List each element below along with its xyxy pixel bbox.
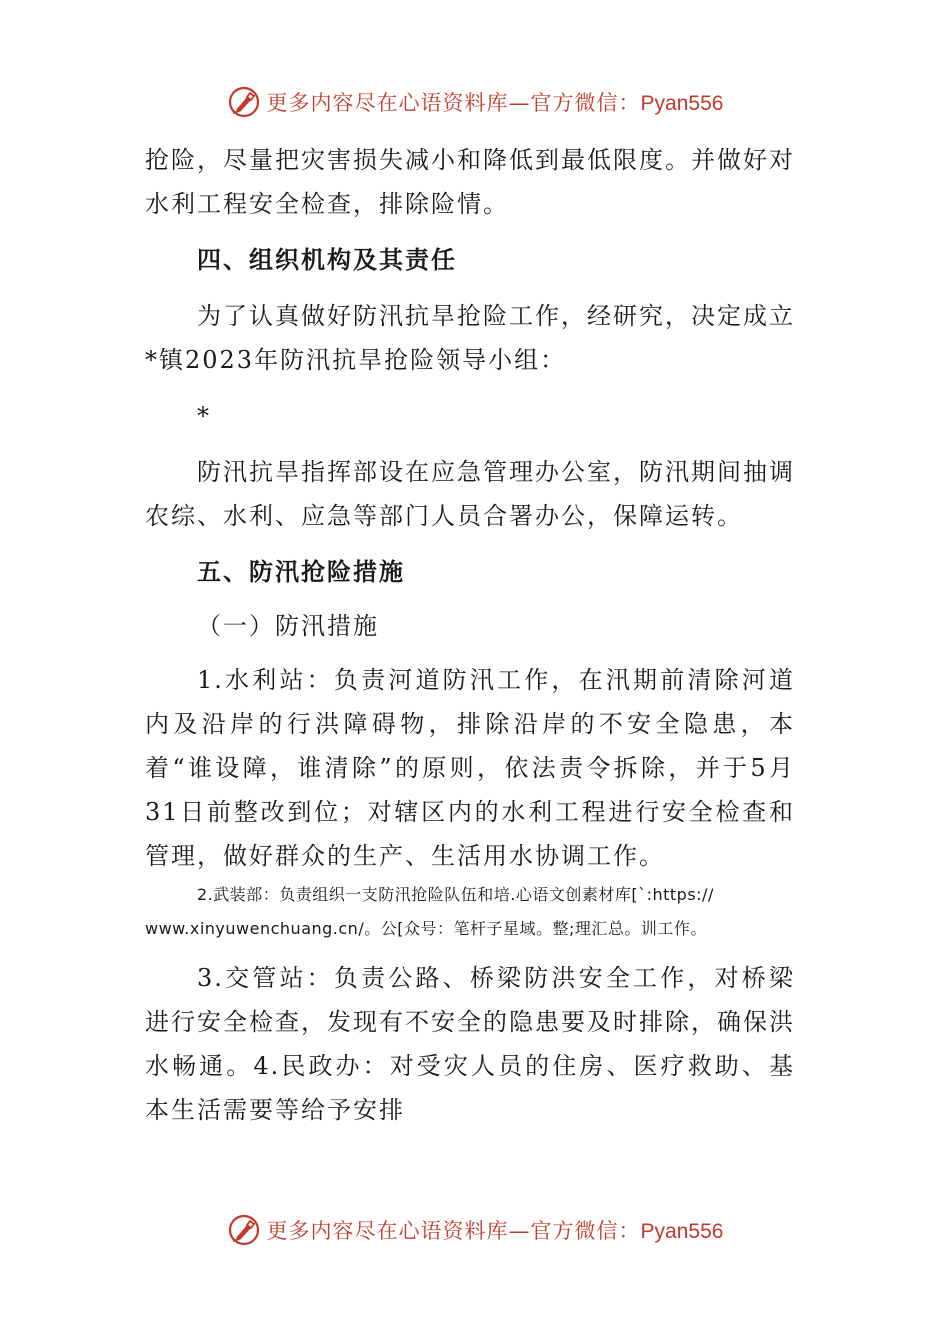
paragraph: 防汛抗旱指挥部设在应急管理办公室，防汛期间抽调农综、水利、应急等部门人员合署办公，保障运转。	[145, 458, 795, 530]
small-paragraph-cont: www.xinyuwenchuang.cn/。公[众号：笔杆子星域。整;理汇总。训工作。	[145, 919, 707, 938]
banner-wechat-id: Pyan556	[640, 1220, 724, 1243]
small-paragraph: 2.武装部：负责组织一支防汛抢险队伍和培.心语文创素材库[`:https://	[197, 885, 714, 904]
header-banner	[0, 82, 950, 122]
section-heading-4: 四、组织机构及其责任	[197, 246, 457, 274]
banner-label: 更多内容尽在心语资料库—官方微信：	[266, 91, 641, 115]
subheading: （一）防汛措施	[197, 612, 379, 640]
document-body	[145, 138, 795, 1132]
pen-nib-logo-icon	[227, 1213, 261, 1247]
paragraph: *	[197, 402, 211, 430]
paragraph: 1.水利站：负责河道防汛工作，在汛期前清除河道内及沿岸的行洪障碍物，排除沿岸的不安全隐患，本着“谁设障，谁清除”的原则，依法责令拆除，并于5月31日前整改到位；对辖区内的水利工程进行安全检查和管理，做好群众的生产、生活用水协调工作。	[145, 666, 795, 870]
paragraph: 抢险，尽量把灾害损失减小和降低到最低限度。并做好对水利工程安全检查，排除险情。	[145, 146, 795, 218]
banner-label: 更多内容尽在心语资料库—官方微信：	[266, 1219, 641, 1243]
footer-banner	[0, 1210, 950, 1250]
section-heading-5: 五、防汛抢险措施	[197, 558, 405, 586]
pen-nib-logo-icon	[227, 85, 261, 119]
banner-text	[267, 87, 724, 117]
paragraph: 为了认真做好防汛抗旱抢险工作，经研究，决定成立*镇2023年防汛抗旱抢险领导小组：	[145, 302, 795, 374]
banner-text	[267, 1215, 724, 1245]
paragraph: 3.交管站：负责公路、桥梁防洪安全工作，对桥梁进行安全检查，发现有不安全的隐患要及时排除，确保洪水畅通。4.民政办：对受灾人员的住房、医疗救助、基本生活需要等给予安排	[145, 964, 795, 1124]
banner-wechat-id: Pyan556	[640, 92, 724, 115]
